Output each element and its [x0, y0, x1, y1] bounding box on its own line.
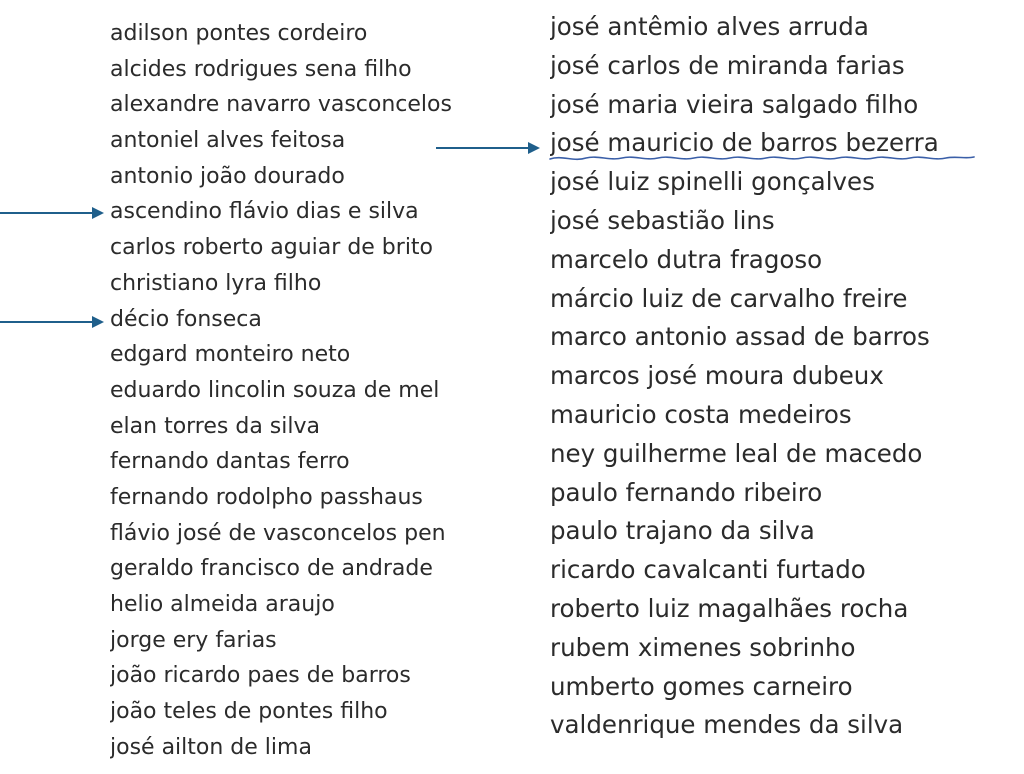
list-item: ricardo cavalcanti furtado [550, 555, 866, 585]
list-item: márcio luiz de carvalho freire [550, 283, 908, 313]
list-item: josé antêmio alves arruda [550, 12, 869, 41]
list-item: paulo trajano da silva [550, 516, 815, 546]
list-item: adilson pontes cordeiro [110, 21, 368, 46]
list-item: antonio joão dourado [110, 163, 345, 189]
list-item: alexandre navarro vasconcelos [110, 92, 452, 118]
list-item: fernando dantas ferro [110, 449, 350, 475]
list-item: josé mauricio de barros bezerra [550, 128, 939, 158]
list-item: joão teles de pontes filho [110, 699, 388, 725]
list-item: fernando rodolpho passhaus [110, 484, 423, 510]
list-item: mauricio costa medeiros [550, 399, 852, 429]
list-item: helio almeida araujo [110, 592, 335, 617]
arrow-icon [0, 313, 106, 331]
list-item: josé sebastião lins [550, 205, 775, 235]
list-item: josé maria vieira salgado filho [550, 89, 919, 119]
list-item: ney guilherme leal de macedo [550, 438, 923, 468]
list-item: marcos josé moura dubeux [550, 361, 884, 391]
list-item: josé luiz spinelli gonçalves [550, 167, 875, 197]
list-item: alcides rodrigues sena filho [110, 56, 412, 82]
right-name-list [550, 8, 990, 745]
list-item: geraldo francisco de andrade [110, 556, 433, 582]
list-item: christiano lyra filho [110, 270, 322, 296]
list-item: eduardo lincolin souza de mel [110, 377, 440, 403]
list-item: jorge ery farias [110, 627, 277, 653]
list-item: josé ailton de lima [110, 734, 312, 760]
list-item: paulo fernando ribeiro [550, 477, 823, 507]
list-item: elan torres da silva [110, 413, 320, 439]
list-item: flávio josé de vasconcelos pen [110, 520, 446, 546]
left-name-list [110, 16, 488, 765]
list-item: josé carlos de miranda farias [550, 50, 905, 80]
list-item: rubem ximenes sobrinho [550, 632, 856, 662]
list-item: carlos roberto aguiar de brito [110, 235, 434, 261]
list-item: ascendino flávio dias e silva [110, 199, 419, 225]
list-item: roberto luiz magalhães rocha [550, 593, 909, 623]
list-item: umberto gomes carneiro [550, 671, 853, 701]
list-item: joão ricardo paes de barros [110, 663, 411, 689]
list-item: marco antonio assad de barros [550, 322, 930, 352]
list-item: edgard monteiro neto [110, 342, 351, 368]
list-item: antoniel alves feitosa [110, 128, 346, 154]
list-item: marcelo dutra fragoso [550, 244, 823, 274]
list-item: valdenrique mendes da silva [550, 710, 904, 740]
arrow-icon [0, 204, 106, 222]
list-item: décio fonseca [110, 306, 262, 332]
